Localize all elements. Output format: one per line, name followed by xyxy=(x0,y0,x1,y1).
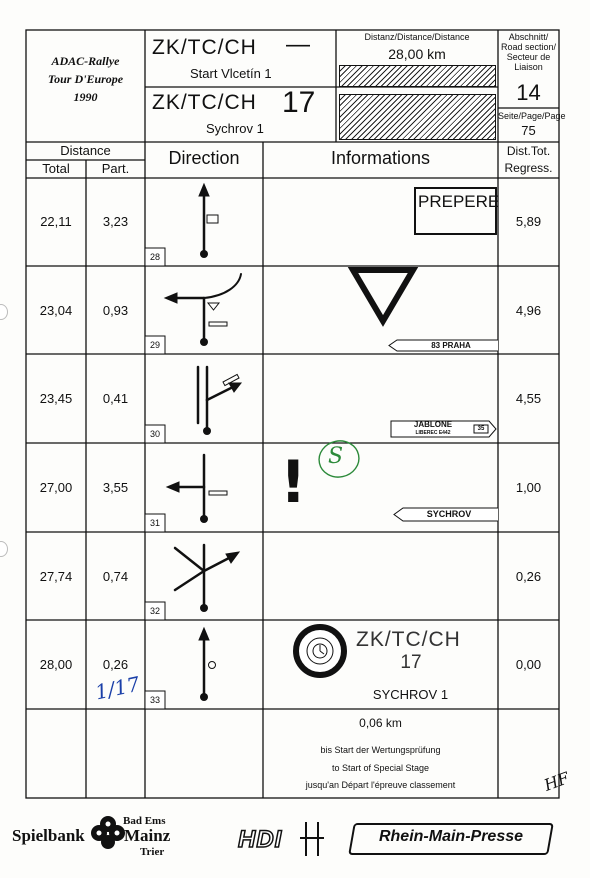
tulip-diagrams xyxy=(145,178,263,709)
row-33-partial: 0,26 xyxy=(102,657,129,672)
note-line-fr: jusqu'an Départ l'épreuve classement xyxy=(305,780,456,790)
row-33-total: 28,00 xyxy=(39,657,73,672)
tc-start-number: — xyxy=(286,31,310,58)
row-30-regress: 4,55 xyxy=(515,391,542,406)
tc-start-code: ZK/TC/CH xyxy=(152,36,257,59)
tulip-31-left-turn-icon xyxy=(167,455,227,523)
note-line-de: bis Start der Wertungsprüfung xyxy=(320,745,441,755)
row-30-partial: 0,41 xyxy=(102,391,129,406)
section-value: 14 xyxy=(516,80,541,105)
page-value: 75 xyxy=(521,123,536,138)
tc-end-number: 17 xyxy=(282,86,316,119)
tc-start-label: Start Vlcetín 1 xyxy=(190,66,272,81)
row-30-total: 23,45 xyxy=(39,391,73,406)
row-32-regress: 0,26 xyxy=(515,569,542,584)
row-29-regress: 4,96 xyxy=(515,303,542,318)
row-33-regress: 0,00 xyxy=(515,657,542,672)
section-label: Abschnitt/ Road section/ Secteur de Liaison xyxy=(500,32,557,72)
distance-value: 28,00 km xyxy=(388,46,446,62)
jablone-sign-text: JABLONE xyxy=(413,420,453,429)
clover-icon xyxy=(90,814,126,854)
rally-title-line-1: ADAC-Rallye xyxy=(51,54,120,68)
rally-year: 1990 xyxy=(73,90,98,104)
handwritten-initials: HF xyxy=(541,768,572,795)
row-29-total: 23,04 xyxy=(39,303,73,318)
row-32-partial: 0,74 xyxy=(102,569,129,584)
col-direction: Direction xyxy=(168,148,240,168)
row-32-number: 32 xyxy=(149,606,160,616)
tc-final-place: SYCHROV 1 xyxy=(372,687,449,702)
hdi-logo-icon xyxy=(298,818,326,858)
row-28-number: 28 xyxy=(149,252,160,262)
row-29-partial: 0,93 xyxy=(102,303,129,318)
rally-title-line-2: Tour D'Europe xyxy=(47,72,124,86)
row-28-regress: 5,89 xyxy=(515,214,542,229)
col-informations: Informations xyxy=(330,148,431,168)
tc-end-label: Sychrov 1 xyxy=(206,121,264,136)
tulip-30-fork-right-icon xyxy=(198,367,241,435)
col-regress: Regress. xyxy=(504,161,553,175)
hatched-field xyxy=(339,94,496,140)
row-31-regress: 1,00 xyxy=(515,480,542,495)
col-total: Total xyxy=(42,161,70,176)
sponsor-spielbank: Spielbank xyxy=(12,826,85,845)
tulip-29-left-turn-icon xyxy=(165,274,241,346)
handwritten-control-mark: 1/17 xyxy=(92,671,142,705)
handwritten-s-mark: S xyxy=(328,444,344,469)
row-32-total: 27,74 xyxy=(39,569,73,584)
tc-final-number: 17 xyxy=(400,652,422,673)
yield-sign-icon xyxy=(353,270,413,321)
col-distance: Distance xyxy=(60,143,111,158)
row-30-number: 30 xyxy=(149,429,160,439)
sponsor-rhein-main: Rhein-Main-Presse xyxy=(378,828,524,845)
note-line-en: to Start of Special Stage xyxy=(331,763,430,773)
page-label: Seite/Page/Page xyxy=(498,111,566,121)
sponsor-trier: Trier xyxy=(140,846,165,858)
time-control-clock-icon xyxy=(296,627,344,675)
row-33-number: 33 xyxy=(149,695,160,705)
tulip-28-straight-icon xyxy=(199,184,218,258)
tulip-33-straight-icon xyxy=(199,628,216,701)
note-distance: 0,06 km xyxy=(359,716,402,730)
row-28-total: 22,11 xyxy=(40,214,72,229)
col-partial: Part. xyxy=(101,161,130,176)
sponsor-mainz: Mainz xyxy=(124,826,171,845)
col-dist-tot: Dist.Tot. xyxy=(506,144,551,158)
sponsor-hdi: HDI xyxy=(238,826,283,853)
hatched-field xyxy=(339,65,496,87)
row-31-partial: 3,55 xyxy=(102,480,129,495)
prepere-text: PREPERE xyxy=(418,192,500,211)
row-29-number: 29 xyxy=(149,340,160,350)
row-28-partial: 3,23 xyxy=(102,214,129,229)
tc-end-code: ZK/TC/CH xyxy=(152,91,257,114)
row-31-number: 31 xyxy=(149,518,160,528)
rally-title xyxy=(26,52,145,106)
route-number-text: 35 xyxy=(477,426,485,432)
sychrov-sign-text: SYCHROV xyxy=(426,509,472,519)
tulip-32-oblique-right-icon xyxy=(175,545,239,612)
liberec-sign-text: LIBEREC E442 xyxy=(415,430,451,436)
warning-exclamation-icon: ! xyxy=(280,448,307,516)
tc-final-code: ZK/TC/CH xyxy=(356,628,461,651)
praha-sign-text: 83 PRAHA xyxy=(431,341,471,350)
sponsor-bad-ems: Bad Ems xyxy=(123,815,166,827)
distance-label: Distanz/Distance/Distance xyxy=(364,32,470,42)
row-31-total: 27,00 xyxy=(39,480,73,495)
